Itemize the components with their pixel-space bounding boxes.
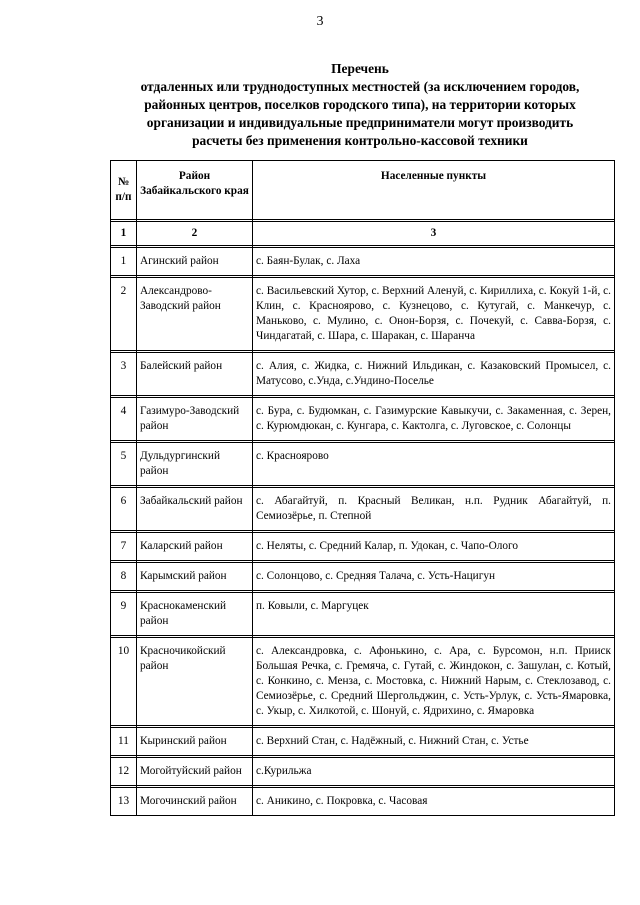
settlements-list: с. Неляты, с. Средний Калар, п. Удокан, с. Чапо-Олого <box>253 533 615 561</box>
table-row <box>111 488 615 531</box>
table-row <box>111 593 615 636</box>
table-row <box>111 638 615 726</box>
district-name: Александрово-Заводский район <box>137 278 253 351</box>
heading-line: районных центров, поселков городского типа), на территории которых <box>144 97 576 112</box>
table-row <box>111 443 615 486</box>
row-number: 5 <box>111 443 137 486</box>
heading-line: отдаленных или труднодоступных местностей (за исключением городов, <box>140 79 580 94</box>
row-number: 1 <box>111 248 137 276</box>
settlements-list: с. Бура, с. Будюмкан, с. Газимурские Кавыкучи, с. Закаменная, с. Зерен, с. Курюмдюкан, с. Кунгара, с. Кактолга, с. Луговское, с. Солонцы <box>253 398 615 441</box>
table-row <box>111 758 615 786</box>
district-name: Дульдургинский район <box>137 443 253 486</box>
row-number: 4 <box>111 398 137 441</box>
settlements-list: с. Баян-Булак, с. Лаха <box>253 248 615 276</box>
header-num: № п/п <box>111 161 137 220</box>
table-row <box>111 728 615 756</box>
table-row <box>111 353 615 396</box>
row-number: 3 <box>111 353 137 396</box>
settlements-list: с. Александровка, с. Афонькино, с. Ара, с. Бурсомон, н.п. Прииск Большая Речка, с. Гремяча, с. Гутай, с. Жиндокон, с. Зашулан, с. Котый, с. Конкино, с. Менза, с. Мостовка, с. Нижний Нарым, с. Стеклозавод, с. Семиозёрье, с. Средний Шергольджин, с. Усть-Урлук, с. Усть-Ямаровка, с. Укыр, с. Хилкотой, с. Шонуй, с. Ядрихино, с. Ямаровка <box>253 638 615 726</box>
column-number: 1 <box>111 222 137 246</box>
district-name: Газимуро-Заводский район <box>137 398 253 441</box>
table-row <box>111 248 615 276</box>
table-row <box>111 533 615 561</box>
settlements-list: с. Красноярово <box>253 443 615 486</box>
row-number: 6 <box>111 488 137 531</box>
district-name: Могочинский район <box>137 788 253 816</box>
row-number: 7 <box>111 533 137 561</box>
heading-line: расчеты без применения контрольно-кассовой техники <box>192 133 528 148</box>
settlements-list: с. Солонцово, с. Средняя Талача, с. Усть-Нацигун <box>253 563 615 591</box>
header-places: Населенные пункты <box>253 161 615 220</box>
row-number: 9 <box>111 593 137 636</box>
heading-title: Перечень <box>331 61 389 76</box>
district-name: Каларский район <box>137 533 253 561</box>
settlements-list: с. Аникино, с. Покровка, с. Часовая <box>253 788 615 816</box>
row-number: 10 <box>111 638 137 726</box>
document-heading <box>96 60 624 150</box>
column-number: 3 <box>253 222 615 246</box>
table-row <box>111 788 615 816</box>
district-name: Карымский район <box>137 563 253 591</box>
table-row <box>111 278 615 351</box>
district-name: Краснокаменский район <box>137 593 253 636</box>
column-number-row <box>111 222 615 246</box>
settlements-list: с. Абагайтуй, п. Красный Великан, н.п. Рудник Абагайтуй, п. Семиозёрье, п. Степной <box>253 488 615 531</box>
district-name: Балейский район <box>137 353 253 396</box>
settlements-list: п. Ковыли, с. Маргуцек <box>253 593 615 636</box>
table-row <box>111 563 615 591</box>
table-header-row <box>111 161 615 220</box>
heading-line: организации и индивидуальные предприниматели могут производить <box>146 115 574 130</box>
district-name: Красночикойский район <box>137 638 253 726</box>
settlements-list: с.Курильжа <box>253 758 615 786</box>
settlements-list: с. Алия, с. Жидка, с. Нижний Ильдикан, с. Казаковский Промысел, с. Матусово, с.Унда, с.Ундино-Поселье <box>253 353 615 396</box>
header-district: Район Забайкальского края <box>137 161 253 220</box>
row-number: 12 <box>111 758 137 786</box>
row-number: 8 <box>111 563 137 591</box>
settlements-list: с. Васильевский Хутор, с. Верхний Аленуй, с. Кириллиха, с. Кокуй 1-й, с. Клин, с. Красноярово, с. Кузнецово, с. Кутугай, с. Манкечур, с. Маньково, с. Мулино, с. Онон-Борзя, с. Почекуй, с. Савва-Борзя, с. Чиндагатай, с. Шара, с. Шаракан, с. Шаранча <box>253 278 615 351</box>
district-name: Агинский район <box>137 248 253 276</box>
district-name: Могойтуйский район <box>137 758 253 786</box>
localities-table <box>110 160 615 816</box>
page-number: 3 <box>316 14 324 29</box>
district-name: Кыринский район <box>137 728 253 756</box>
district-name: Забайкальский район <box>137 488 253 531</box>
column-number: 2 <box>137 222 253 246</box>
row-number: 11 <box>111 728 137 756</box>
settlements-list: с. Верхний Стан, с. Надёжный, с. Нижний Стан, с. Устье <box>253 728 615 756</box>
table-row <box>111 398 615 441</box>
row-number: 13 <box>111 788 137 816</box>
row-number: 2 <box>111 278 137 351</box>
